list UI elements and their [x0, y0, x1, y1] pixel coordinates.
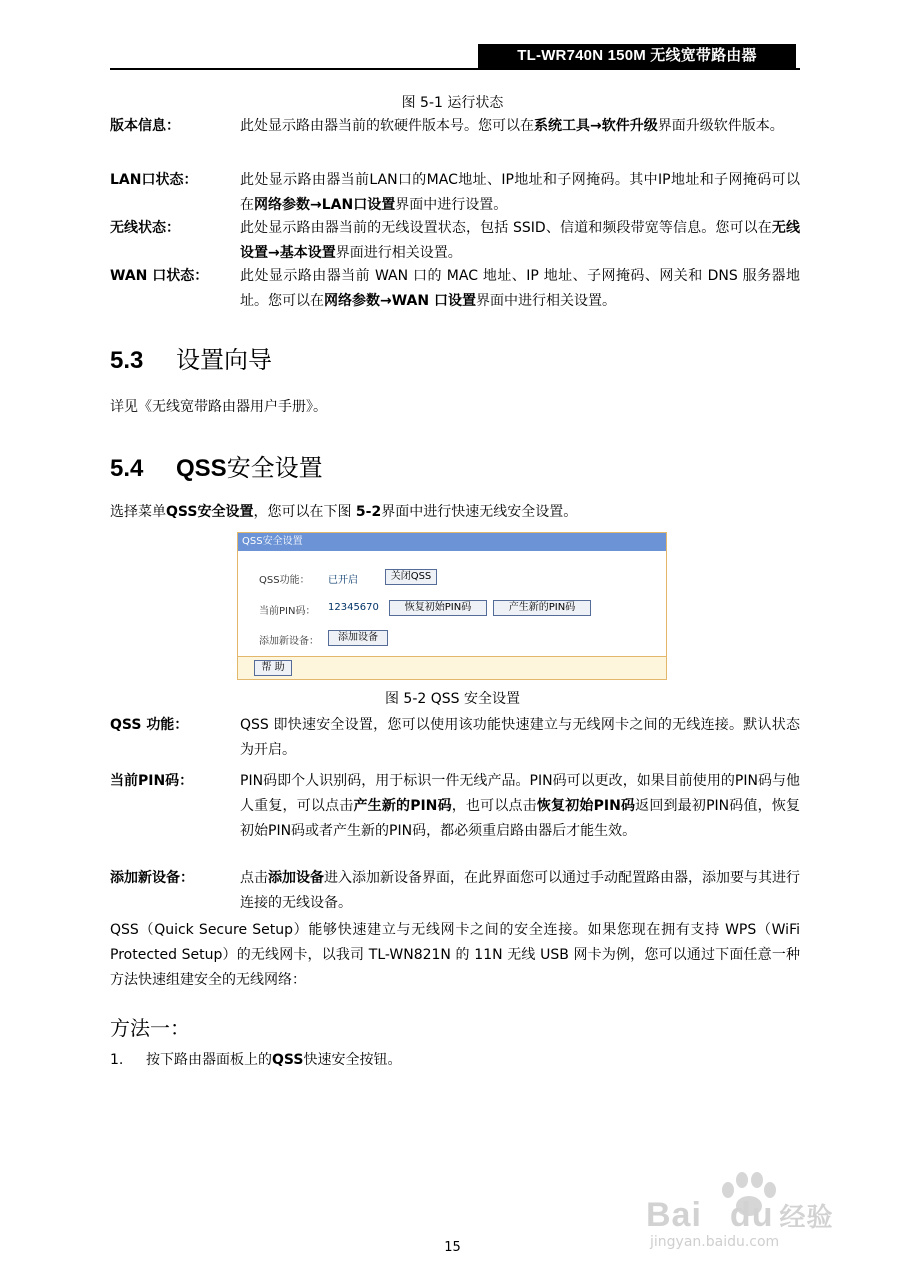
figure-5-2-caption: 图 5-2 QSS 安全设置 [384, 691, 520, 707]
help-button[interactable]: 帮 助 [254, 660, 292, 676]
qss-item-function [110, 713, 800, 763]
section-number: 5.3 [110, 347, 144, 374]
document-header-title: TL-WR740N 150M 无线宽带路由器 [478, 44, 796, 68]
watermark-cn: 经验 [779, 1202, 834, 1232]
step-text: 按下路由器面板上的 [146, 1052, 272, 1068]
step-text-bold: QSS [272, 1052, 304, 1068]
section-number: 5.4 [110, 455, 144, 482]
watermark-url: jingyan.baidu.com [650, 1234, 780, 1250]
qss-settings-panel [237, 532, 667, 680]
add-device-button[interactable]: 添加设备 [328, 630, 388, 646]
section-title: 设置向导 [176, 346, 272, 374]
term-label: 无线状态： [110, 220, 180, 236]
baidu-watermark [646, 1160, 856, 1250]
qss-description-paragraph: QSS（Quick Secure Setup）能够快速建立与无线网卡之间的安全连接。如果您现在拥有支持 WPS（WiFi Protected Setup）的无线网卡，以我司 TL-WN821N 的 11N 无线 USB 网卡为例，您可以通过下面任意一种方法快速组建安全的无线网络： [110, 922, 800, 988]
term-description: QSS 即快速安全设置，您可以使用该功能快速建立与无线网卡之间的无线连接。默认状态为开启。 [240, 717, 800, 758]
section-5-3-heading [110, 340, 272, 375]
qss-item-add-device [110, 866, 800, 916]
status-item-wireless [110, 216, 800, 266]
term-description: PIN码即个人识别码，用于标识一件无线产品。PIN码可以更改，如果目前使用的PIN码与他人重复，可以点击产生新的PIN码，也可以点击恢复初始PIN码返回到最初PIN码值，恢复初始PIN码或者产生新的PIN码，都必须重启路由器后才能生效。 [240, 773, 801, 839]
current-pin-value: 12345670 [328, 602, 379, 613]
section-title: 安全设置 [226, 454, 323, 482]
qss-item-pin [110, 769, 800, 844]
term-description: 此处显示路由器当前的无线设置状态，包括 SSID、信道和频段带宽等信息。您可以在无线设置→基本设置界面进行相关设置。 [240, 220, 801, 261]
term-label: 当前PIN码： [110, 773, 194, 789]
panel-footer [238, 656, 666, 679]
qss-function-label: QSS功能： [259, 575, 310, 586]
term-label: LAN口状态： [110, 172, 198, 188]
section-title-bold: QSS [176, 455, 227, 482]
page-number: 15 [444, 1240, 461, 1255]
disable-qss-button[interactable]: 关闭QSS [385, 569, 437, 585]
method-1-step-1 [110, 1048, 401, 1073]
header-rule [110, 68, 800, 70]
term-description: 点击添加设备进入添加新设备界面，在此界面您可以通过手动配置路由器，添加要与其进行连接的无线设备。 [240, 870, 800, 911]
section-5-4-heading [110, 448, 323, 483]
generate-new-pin-button[interactable]: 产生新的PIN码 [493, 600, 591, 616]
step-number: 1. [110, 1052, 124, 1068]
term-label: 版本信息： [110, 118, 180, 134]
term-label: WAN 口状态： [110, 268, 209, 284]
method-1-heading: 方法一： [110, 1016, 190, 1040]
watermark-brand: Bai [646, 1196, 702, 1234]
term-label: QSS 功能： [110, 717, 189, 733]
current-pin-label: 当前PIN码： [259, 606, 316, 617]
term-label: 添加新设备： [110, 870, 194, 886]
status-item-version [110, 114, 800, 139]
term-description: 此处显示路由器当前 WAN 口的 MAC 地址、IP 地址、子网掩码、网关和 DNS 服务器地址。您可以在网络参数→WAN 口设置界面中进行相关设置。 [240, 268, 800, 309]
status-item-lan [110, 168, 800, 218]
add-device-label: 添加新设备： [259, 636, 319, 647]
step-text-end: 快速安全按钮。 [303, 1052, 402, 1068]
status-item-wan [110, 264, 800, 314]
figure-5-1-caption: 图 5-1 运行状态 [401, 95, 504, 111]
term-description: 此处显示路由器当前LAN口的MAC地址、IP地址和子网掩码。其中IP地址和子网掩码可以在网络参数→LAN口设置界面中进行设置。 [240, 172, 800, 213]
restore-pin-button[interactable]: 恢复初始PIN码 [389, 600, 487, 616]
qss-function-value: 已开启 [328, 575, 358, 586]
watermark-brand-2: du [729, 1196, 774, 1234]
section-5-4-intro: 选择菜单QSS安全设置，您可以在下图 5-2界面中进行快速无线安全设置。 [110, 504, 578, 520]
section-5-3-body: 详见《无线宽带路由器用户手册》。 [110, 399, 327, 415]
term-description: 此处显示路由器当前的软硬件版本号。您可以在系统工具→软件升级界面升级软件版本。 [240, 118, 784, 134]
panel-title: QSS安全设置 [238, 533, 666, 551]
